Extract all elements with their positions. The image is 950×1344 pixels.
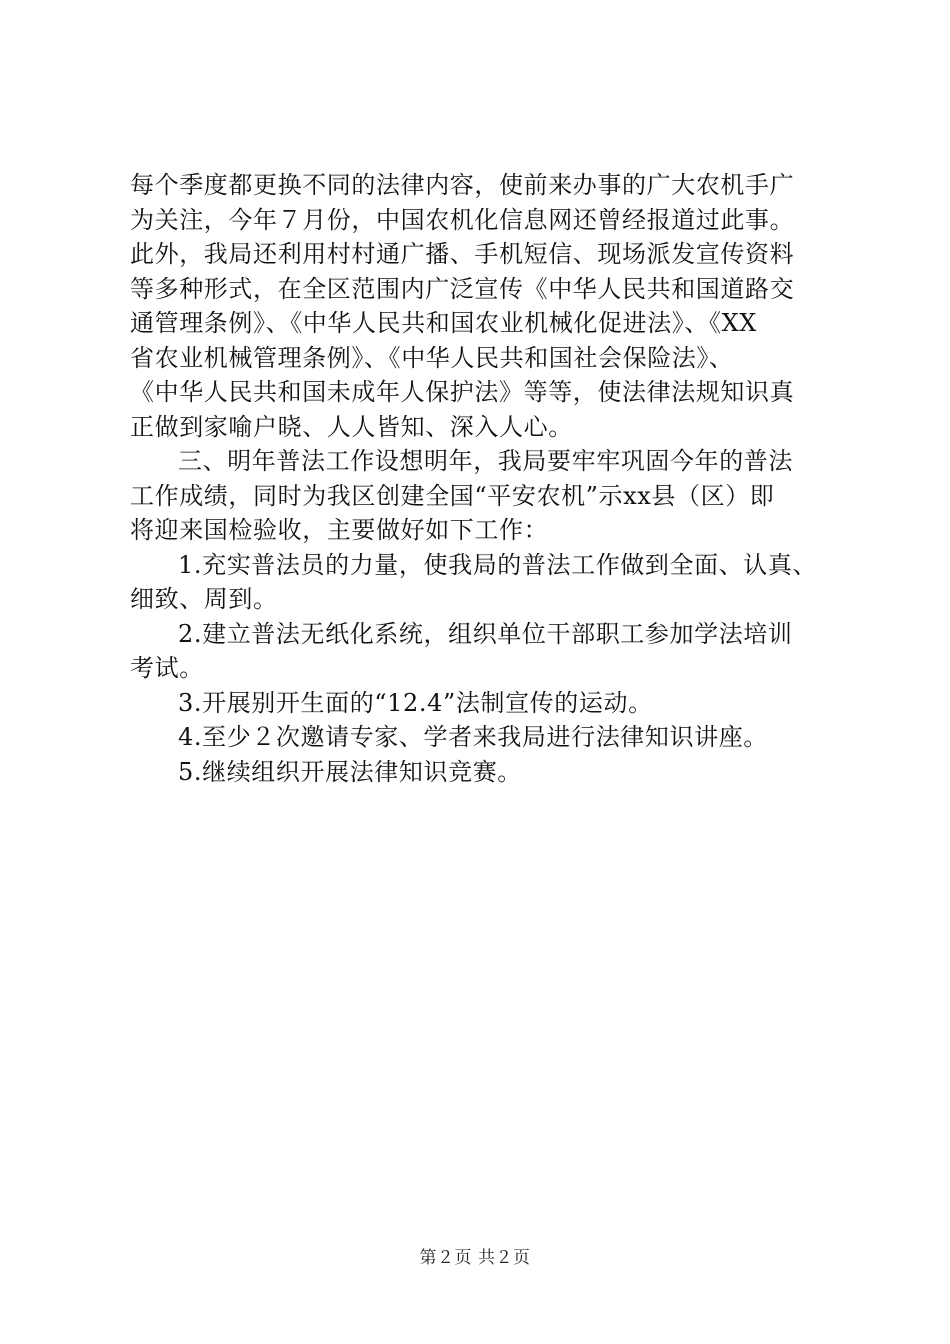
list-item-line: 1.充实普法员的力量，使我局的普法工作做到全面、认真、 bbox=[178, 550, 818, 579]
section-heading-line: 三、明年普法工作设想明年，我局要牢牢巩固今年的普法 bbox=[178, 447, 793, 475]
text-line: 为关注，今年７月份，中国农机化信息网还曾经报道过此事。 bbox=[130, 205, 795, 234]
text-line: 等多种形式，在全区范围内广泛宣传《中华人民共和国道路交 bbox=[130, 274, 795, 303]
list-item-line: 3.开展别开生面的“12.4”法制宣传的运动。 bbox=[178, 688, 653, 717]
text-line: 工作成绩，同时为我区创建全国“平安农机”示xx县（区）即 bbox=[130, 481, 775, 510]
page-number-label: 第２页 共２页 bbox=[419, 1248, 531, 1268]
list-item-line: 2.建立普法无纸化系统，组织单位干部职工参加学法培训 bbox=[178, 619, 793, 648]
list-item-line: 4.至少２次邀请专家、学者来我局进行法律知识讲座。 bbox=[178, 723, 768, 751]
text-line: 考试。 bbox=[130, 654, 204, 682]
text-line: 每个季度都更换不同的法律内容，使前来办事的广大农机手广 bbox=[130, 171, 795, 199]
text-line: 省农业机械管理条例》、《中华人民共和国社会保险法》、 bbox=[130, 343, 734, 372]
text-line: 通管理条例》、《中华人民共和国农业机械化促进法》、《XX bbox=[130, 309, 757, 337]
list-item-line: 5.继续组织开展法律知识竞赛。 bbox=[178, 757, 522, 786]
text-line: 《中华人民共和国未成年人保护法》等等，使法律法规知识真 bbox=[130, 378, 795, 406]
text-line: 此外，我局还利用村村通广播、手机短信、现场派发宣传资料 bbox=[130, 240, 795, 268]
document-body bbox=[130, 168, 840, 789]
page-footer bbox=[0, 1243, 950, 1268]
text-line: 正做到家喻户晓、人人皆知、深入人心。 bbox=[130, 412, 573, 441]
text-line: 将迎来国检验收，主要做好如下工作： bbox=[130, 516, 549, 544]
text-line: 细致、周到。 bbox=[130, 585, 278, 613]
